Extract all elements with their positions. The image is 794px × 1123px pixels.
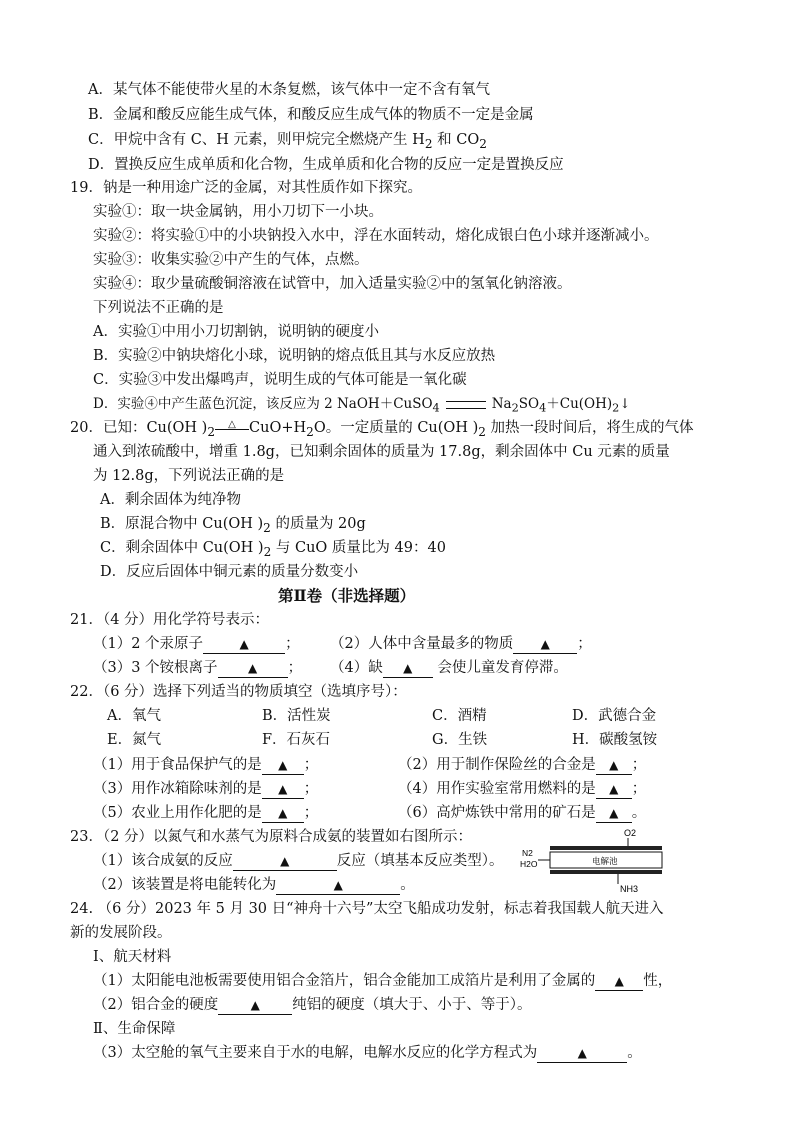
q24-line-1: 24. （6 分）2023 年 5 月 30 日“神舟十六号”太空飞船成功发射，标志着我国载人航天进入 — [70, 901, 664, 917]
figure-label-nh3: NH3 — [620, 884, 639, 894]
q20-option-b: B．原混合物中 Cu(OH )$_2$ 的质量为 20g — [100, 516, 366, 535]
q24-item-3: （3）太空舱的氧气主要来自于水的电解，电解水反应的化学方程式为 ▲ 。 — [93, 1045, 642, 1061]
q22-option: E．氮气 — [107, 732, 162, 748]
q24-line-2: 新的发展阶段。 — [70, 925, 172, 941]
q22-item-4: （4）用作实验室常用燃料的是 ▲ ； — [398, 781, 647, 797]
q24-heading-2: Ⅱ、生命保障 — [93, 1021, 176, 1037]
q19-option-d: D．实验④中产生蓝色沉淀，该反应为 2 NaOH＋CuSO$_4$ $Na_2SO_4+Cu(OH)_2↓$ — [93, 396, 631, 415]
q22-item-1: （1）用于食品保护气的是 ▲ ； — [93, 757, 319, 773]
q19-option-c: C．实验③中发出爆鸣声，说明生成的气体可能是一氧化碳 — [93, 372, 467, 388]
answer-blank[interactable]: ▲ — [203, 635, 285, 654]
answer-blank[interactable]: ▲ — [218, 659, 288, 678]
q22-item-2: （2）用于制作保险丝的合金是 ▲ ； — [398, 757, 647, 773]
answer-blank[interactable]: ▲ — [383, 659, 433, 678]
q22-option: C．酒精 — [432, 708, 487, 724]
q20-line-1: 20．已知：Cu(OH )$_2$ △ $CuO+H_2O$。一定质量的 Cu(OH )$_2$ 加热一段时间后，将生成的气体 — [70, 419, 694, 439]
answer-blank[interactable]: ▲ — [233, 852, 337, 871]
answer-blank[interactable]: ▲ — [262, 804, 304, 823]
q24-heading-1: Ⅰ、航天材料 — [93, 949, 172, 965]
figure-label-h2o: H2O — [520, 859, 538, 869]
answer-blank[interactable]: ▲ — [262, 780, 304, 799]
equals-sign-icon — [446, 401, 486, 409]
q23-item-1: （1）该合成氨的反应 ▲ 反应（填基本反应类型）。 — [93, 853, 504, 869]
figure-label-n2: N2 — [522, 848, 533, 858]
q19-question: 下列说法不正确的是 — [93, 300, 224, 316]
q20-option-a: A．剩余固体为纯净物 — [100, 492, 241, 508]
answer-blank[interactable]: ▲ — [596, 804, 632, 823]
q18-option-a: A．某气体不能使带火星的木条复燃，该气体中一定不含有氧气 — [88, 82, 490, 98]
q22-option: B．活性炭 — [262, 708, 331, 724]
q19-exp-1: 实验①：取一块金属钠，用小刀切下一小块。 — [93, 204, 383, 220]
q18-option-c: C．甲烷中含有 C、H 元素，则甲烷完全燃烧产生 $H_2$ 和 $CO_2$ — [88, 132, 487, 151]
q19-option-b: B．实验②中钠块熔化小球，说明钠的熔点低且其与水反应放热 — [93, 348, 496, 364]
q19-option-a: A．实验①中用小刀切割钠，说明钠的硬度小 — [93, 324, 379, 340]
answer-blank[interactable]: ▲ — [218, 996, 292, 1015]
q22-option: H．碳酸氢铵 — [572, 732, 658, 748]
q22-option: D．武德合金 — [572, 708, 657, 724]
q19-stem: 19．钠是一种用途广泛的金属，对其性质作如下探究。 — [70, 180, 422, 196]
ammonia-synthesis-figure — [520, 826, 670, 896]
answer-blank[interactable]: ▲ — [513, 635, 577, 654]
q20-line-2: 通入到浓硫酸中，增重 1.8g，已知剩余固体的质量为 17.8g，剩余固体中 Cu 元素的质量 — [93, 444, 670, 460]
answer-blank[interactable]: ▲ — [596, 756, 632, 775]
q23-item-2: （2）该装置是将电能转化为 ▲ 。 — [93, 877, 415, 893]
q23-stem: 23．（2 分）以氮气和水蒸气为原料合成氨的装置如右图所示： — [70, 829, 473, 845]
q18-option-d: D．置换反应生成单质和化合物，生成单质和化合物的反应一定是置换反应 — [88, 157, 564, 173]
q19-exp-2: 实验②：将实验①中的小块钠投入水中，浮在水面转动，熔化成银白色小球并逐渐减小。 — [93, 228, 659, 244]
figure-label-o2: O2 — [624, 828, 637, 838]
q22-option: G．生铁 — [432, 732, 488, 748]
q18-option-b: B．金属和酸反应能生成气体，和酸反应生成气体的物质不一定是金属 — [88, 107, 534, 123]
q21-item-4: （4）缺 ▲ 会使儿童发育停滞。 — [330, 660, 568, 676]
q21-item-3: （3）3 个铵根离子 ▲ ； — [93, 660, 303, 676]
answer-blank[interactable]: ▲ — [262, 756, 304, 775]
section-title: 第Ⅱ卷（非选择题） — [278, 586, 416, 605]
q24-item-2: （2）铝合金的硬度 ▲ 纯铝的硬度（填大于、小于、等于）。 — [93, 997, 532, 1013]
q20-line-3: 为 12.8g，下列说法正确的是 — [93, 468, 285, 484]
q20-option-c: C．剩余固体中 Cu(OH )$_2$ 与 CuO 质量比为 49：40 — [100, 540, 446, 559]
answer-blank[interactable]: ▲ — [595, 972, 643, 991]
q22-option: F．石灰石 — [262, 732, 331, 748]
answer-blank[interactable]: ▲ — [596, 780, 632, 799]
q21-item-2: （2）人体中含量最多的物质 ▲ ； — [330, 636, 592, 652]
q22-item-3: （3）用作冰箱除味剂的是 ▲ ； — [93, 781, 319, 797]
q22-item-5: （5）农业上用作化肥的是 ▲ ； — [93, 805, 319, 821]
q19-exp-3: 实验③：收集实验②中产生的气体，点燃。 — [93, 252, 369, 268]
q22-item-6: （6）高炉炼铁中常用的矿石是 ▲ 。 — [398, 805, 647, 821]
heating-arrow-icon: △ — [215, 418, 249, 438]
q21-stem: 21．（4 分）用化学符号表示： — [70, 612, 270, 628]
q24-item-1: （1）太阳能电池板需要使用铝合金箔片，铝合金能加工成箔片是利用了金属的 ▲ 性， — [93, 973, 673, 989]
q21-item-1: （1）2 个汞原子 ▲ ； — [93, 636, 300, 652]
q22-stem: 22．（6 分）选择下列适当的物质填空（选填序号）： — [70, 684, 407, 700]
q19-exp-4: 实验④：取少量硫酸铜溶液在试管中，加入适量实验②中的氢氧化钠溶液。 — [93, 276, 572, 292]
q22-option: A．氧气 — [107, 708, 161, 724]
q20-option-d: D．反应后固体中铜元素的质量分数变小 — [100, 564, 359, 580]
figure-label-cell: 电解池 — [592, 857, 618, 867]
answer-blank[interactable]: ▲ — [276, 876, 400, 895]
answer-blank[interactable]: ▲ — [537, 1044, 627, 1063]
